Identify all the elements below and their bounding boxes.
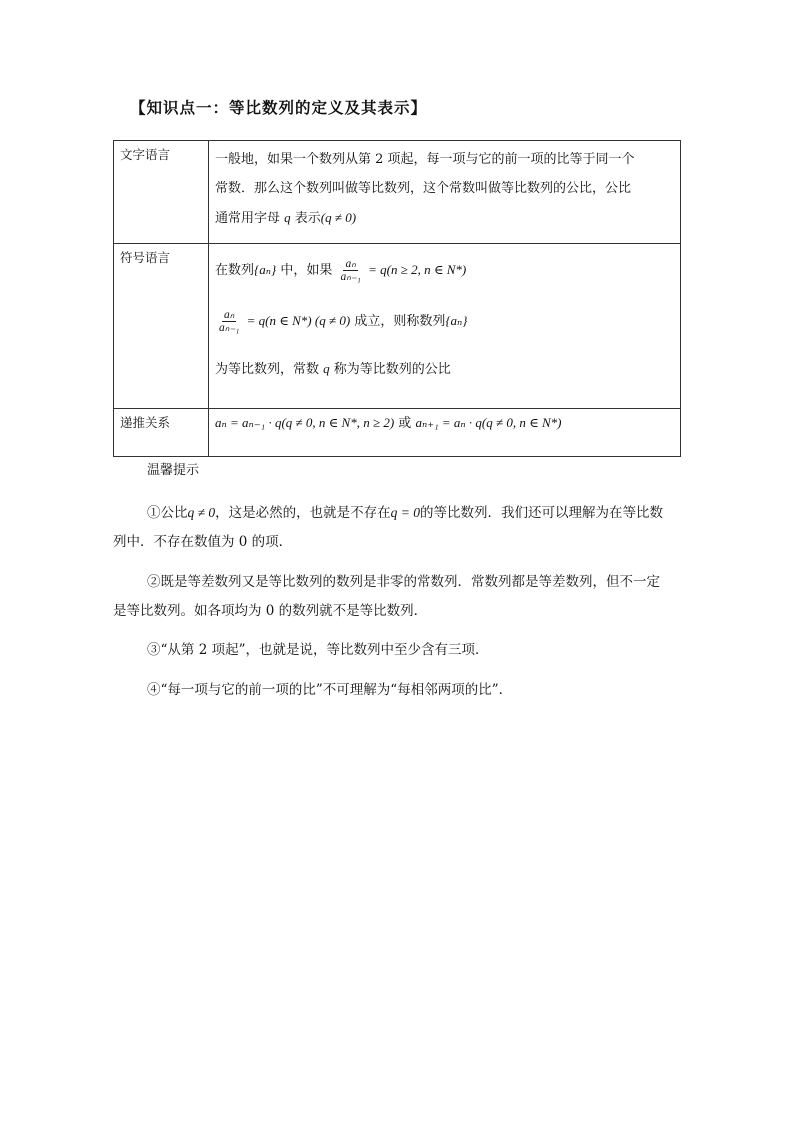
text-language-cell (209, 141, 681, 244)
tip-3: ③“从第 2 项起”，也就是说，等比数列中至少含有三项． (147, 642, 489, 658)
definition-line-3-mid: 表示 (290, 211, 321, 226)
tip-1 (113, 498, 673, 557)
symbol-q-2: q (323, 361, 330, 376)
definition-line-1: 一般地，如果一个数列从第 2 项起，每一项与它的前一项的比等于同一个 (215, 152, 635, 167)
fraction-numerator-2: aₙ (224, 309, 235, 321)
recurrence-formula-a: aₙ = aₙ₋₁ · q(q ≠ 0, n ∈ N*, n ≥ 2) (215, 415, 395, 430)
recurrence-formula (215, 413, 674, 434)
symbol-line-3-suffix: 称为等比数列的公比 (329, 362, 451, 377)
table-row-recurrence (114, 409, 681, 457)
ratio-condition-2: = q(n ∈ N*) (243, 313, 312, 328)
symbol-line-1-prefix: 在数列 (215, 263, 255, 278)
recurrence-formula-b: aₙ₊₁ = aₙ · q(q ≠ 0, n ∈ N*) (415, 415, 562, 430)
tips-title: 温馨提示 (147, 463, 200, 478)
symbol-line-3 (215, 358, 674, 381)
definition-line-3-prefix: 通常用字母 (215, 211, 285, 226)
symbol-line-1-mid: 中，如果 (276, 263, 337, 278)
symbol-line-3-prefix: 为等比数列，常数 (215, 362, 324, 377)
symbol-language-cell (209, 244, 681, 409)
sequence-notation: {aₙ} (254, 262, 277, 277)
table-row-text-language (114, 141, 681, 244)
q-nonzero-condition: (q ≠ 0) (311, 313, 351, 328)
tip-1-part-a: ①公比 (147, 505, 188, 521)
fraction-denominator-2: aₙ₋₁ (219, 322, 240, 334)
symbol-q: q (284, 210, 291, 225)
recurrence-or: 或 (394, 416, 416, 431)
fraction-numerator: aₙ (345, 258, 356, 270)
nonzero-condition: (q ≠ 0) (320, 210, 357, 225)
tip-1-part-b: ，这是必然的，也就是不存在 (215, 505, 391, 521)
tip-4: ④“每一项与它的前一项的比”不可理解为“每相邻两项的比”． (147, 682, 513, 698)
tip-2: ②既是等差数列又是等比数列的数列是非零的常数列．常数列都是等差数列，但不一定是等比数列。如各项均为 0 的数列就不是等比数列． (113, 574, 660, 619)
text-definition (215, 145, 674, 233)
row-label-symbol-language: 符号语言 (114, 244, 209, 409)
symbol-line-2-text: 成立，则称数列 (350, 314, 446, 329)
row-label-recurrence: 递推关系 (114, 409, 209, 457)
row-label-text-language: 文字语言 (114, 141, 209, 244)
section-heading: 【知识点一：等比数列的定义及其表示】 (130, 98, 428, 117)
ratio-fraction-2 (217, 309, 241, 334)
recurrence-cell (209, 409, 681, 457)
tip-1-part-c: 的等比数列．我们还可以理解为在等比数列中．不存在数值为 0 的项． (113, 505, 664, 550)
sequence-notation-2: {aₙ} (445, 313, 468, 328)
definition-line-2: 常数．那么这个数列叫做等比数列，这个常数叫做等比数列的公比，公比 (215, 181, 632, 196)
tip-1-math-1: q ≠ 0 (187, 505, 216, 520)
table-row-symbol-language (114, 244, 681, 409)
definition-table (113, 140, 681, 457)
ratio-condition-1: = q(n ≥ 2, n ∈ N*) (364, 262, 467, 277)
fraction-denominator: aₙ₋₁ (340, 271, 361, 283)
ratio-fraction (338, 258, 362, 283)
symbol-line-1 (215, 258, 674, 283)
tip-1-math-2: q = 0 (390, 505, 421, 520)
symbol-line-2 (215, 309, 674, 334)
